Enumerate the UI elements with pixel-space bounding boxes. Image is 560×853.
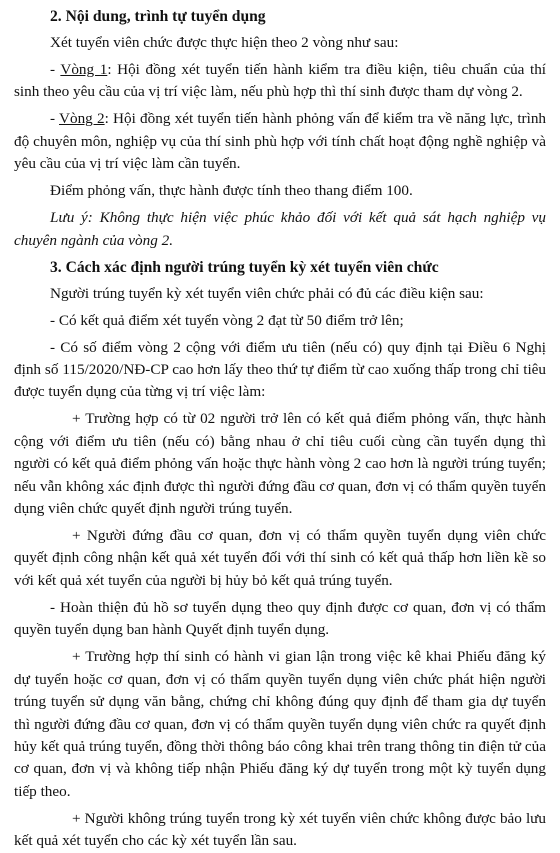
round-2-paragraph [14,108,546,175]
scoring-paragraph: Điểm phỏng vấn, thực hành được tính theo thang điểm 100. [50,182,413,200]
authority-paragraph: + Người đứng đầu cơ quan, đơn vị có thẩm quyền tuyển dụng viên chức quyết định công nhận kết quả xét tuyển đối với thí sinh có kết quả thấp hơn liền kề so với kết quả xét tuyển của người bị hủy bỏ kết quả trúng tuyển. [14,527,546,589]
fraud-paragraph: + Trường hợp thí sinh có hành vi gian lận trong việc kê khai Phiếu đăng ký dự tuyển hoặc cơ quan, đơn vị có thẩm quyền tuyển dụng viên chức phát hiện người trúng tuyển sử dụng văn bằng, chứng chỉ không đúng quy định để tham gia dự tuyển thì người đứng đầu cơ quan, đơn vị có thẩm quyền tuyển dụng viên chức ra quyết định hủy kết quả trúng tuyển, đồng thời thông báo công khai trên trang thông tin điện tử của cơ quan, đơn vị và không tiếp nhận Phiếu đăng ký dự tuyển trong một kỳ tuyển dụng tiếp theo. [14,648,546,800]
complete-dossier-paragraph: - Hoàn thiện đủ hồ sơ tuyển dụng theo quy định được cơ quan, đơn vị có thẩm quyền tuyển dụng ban hành Quyết định tuyển dụng. [14,598,546,639]
round-1-text: : Hội đồng xét tuyển tiến hành kiểm tra điều kiện, tiêu chuẩn của thí sinh theo yêu cầu của vị trí việc làm, nếu phù hợp thì thí sinh được tham dự vòng 2. [14,61,547,101]
note-paragraph: Lưu ý: Không thực hiện việc phúc khảo đối với kết quả sát hạch nghiệp vụ chuyên ngành của vòng 2. [14,209,546,249]
round-2-text: : Hội đồng xét tuyển tiến hành phỏng vấn để kiểm tra về năng lực, trình độ chuyên môn, nghiệp vụ của thí sinh phù hợp với tính chất hoạt động nghề nghiệp và yêu cầu của vị trí việc làm cần tuyển. [14,110,547,173]
round-1-prefix: - [50,61,61,78]
no-reserve-paragraph: + Người không trúng tuyển trong kỳ xét tuyển viên chức không được bảo lưu kết quả xét tuyển cho các kỳ xét tuyển lần sau. [14,809,546,850]
tie-break-paragraph: + Trường hợp có từ 02 người trở lên có kết quả điểm phỏng vấn, thực hành cộng với điểm ưu tiên (nếu có) bằng nhau ở chỉ tiêu cuối cùng cần tuyển dụng thì người có kết quả điểm phỏng vấn hoặc thực hành vòng 2 cao hơn là người trúng tuyển; nếu vẫn không xác định được thì người đứng đầu cơ quan, đơn vị có thẩm quyền tuyển dụng viên chức quyết định người trúng tuyển. [14,410,546,518]
round-2-label: Vòng 2 [59,110,105,128]
condition-2-paragraph: - Có số điểm vòng 2 cộng với điểm ưu tiên (nếu có) quy định tại Điều 6 Nghị định số 115/2020/NĐ-CP cao hơn lấy theo thứ tự điểm từ cao xuống thấp trong chỉ tiêu được tuyển dụng của từng vị trí việc làm: [14,338,546,401]
round-1-paragraph [14,59,546,104]
section-2-heading: 2. Nội dung, trình tự tuyển dụng [50,8,266,25]
section-2-intro: Xét tuyển viên chức được thực hiện theo 2 vòng như sau: [50,34,399,51]
condition-1-paragraph: - Có kết quả điểm xét tuyển vòng 2 đạt từ 50 điểm trở lên; [50,311,404,329]
section-3-heading: 3. Cách xác định người trúng tuyển kỳ xét tuyển viên chức [50,258,439,276]
round-1-label: Vòng 1 [60,61,108,78]
section-3-intro: Người trúng tuyển kỳ xét tuyển viên chức phải có đủ các điều kiện sau: [50,284,484,302]
round-2-prefix: - [50,110,60,128]
